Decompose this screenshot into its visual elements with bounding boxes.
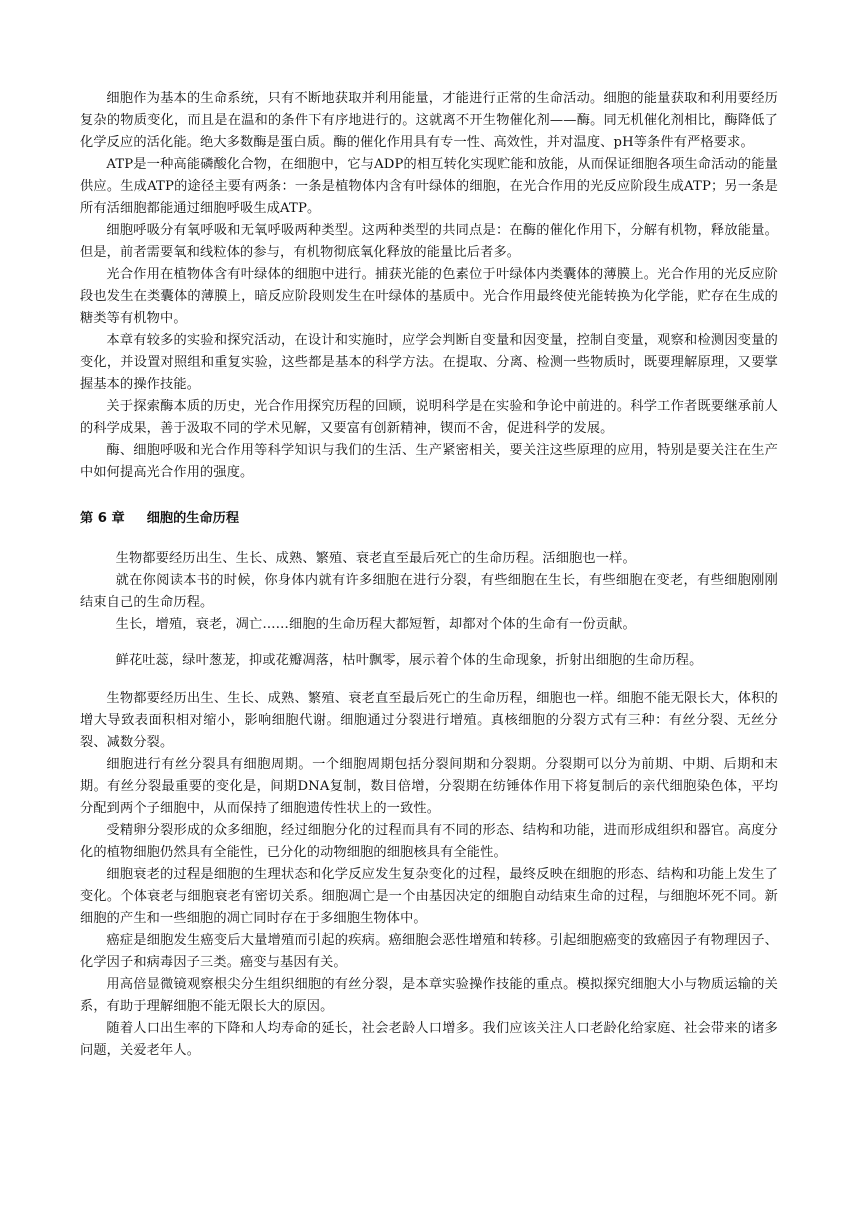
paragraph: 细胞进行有丝分裂具有细胞周期。一个细胞周期包括分裂间期和分裂期。分裂期可以分为前期、中期、后期和末期。有丝分裂最重要的变化是，间期DNA复制，数目倍增，分裂期在纺锤体作用下将复制后的亲代细胞染色体，平均分配到两个子细胞中，从而保持了细胞遗传性状上的一致性。 bbox=[80, 757, 778, 816]
intro-poem: 鲜花吐蕊，绿叶葱茏，抑或花瓣凋落，枯叶飘零，展示着个体的生命现象，折射出细胞的生命历程。 bbox=[115, 653, 703, 668]
paragraph: 用高倍显微镜观察根尖分生组织细胞的有丝分裂，是本章实验操作技能的重点。模拟探究细胞大小与物质运输的关系，有助于理解细胞不能无限长大的原因。 bbox=[80, 977, 778, 1014]
paragraph: ATP是一种高能磷酸化合物，在细胞中，它与ADP的相互转化实现贮能和放能，从而保证细胞各项生命活动的能量供应。生成ATP的途径主要有两条：一条是植物体内含有叶绿体的细胞，在光合作用的光反应阶段生成ATP；另一条是所有活细胞都能通过细胞呼吸生成ATP。 bbox=[80, 157, 778, 216]
paragraph: 随着人口出生率的下降和人均寿命的延长，社会老龄人口增多。我们应该关注人口老龄化给家庭、社会带来的诸多问题，关爱老年人。 bbox=[80, 1021, 778, 1058]
paragraph: 生物都要经历出生、生长、成熟、繁殖、衰老直至最后死亡的生命历程，细胞也一样。细胞不能无限长大，体积的增大导致表面积相对缩小，影响细胞代谢。细胞通过分裂进行增殖。真核细胞的分裂方式有三种：有丝分裂、无丝分裂、减数分裂。 bbox=[80, 691, 778, 750]
paragraph: 癌症是细胞发生癌变后大量增殖而引起的疾病。癌细胞会恶性增殖和转移。引起细胞癌变的致癌因子有物理因子、化学因子和病毒因子三类。癌变与基因有关。 bbox=[80, 933, 778, 970]
chapter-title: 细胞的生命历程 bbox=[146, 511, 240, 526]
intro-line: 生长，增殖，衰老，凋亡……细胞的生命历程大都短暂，却都对个体的生命有一份贡献。 bbox=[115, 617, 636, 632]
intro-line: 就在你阅读本书的时候，你身体内就有许多细胞在进行分裂，有些细胞在生长，有些细胞在变老，有些细胞刚刚结束自己的生命历程。 bbox=[80, 573, 778, 610]
document-page bbox=[80, 88, 778, 1062]
chapter-heading bbox=[80, 508, 778, 530]
paragraph: 本章有较多的实验和探究活动，在设计和实施时，应学会判断自变量和因变量，控制自变量，观察和检测因变量的变化，并设置对照组和重复实验，这些都是基本的科学方法。在提取、分离、检测一些物质时，既要理解原理，又要掌握基本的操作技能。 bbox=[80, 333, 778, 392]
paragraph: 受精卵分裂形成的众多细胞，经过细胞分化的过程而具有不同的形态、结构和功能，进而形成组织和器官。高度分化的植物细胞仍然具有全能性，已分化的动物细胞的细胞核具有全能性。 bbox=[80, 823, 778, 860]
intro-line: 生物都要经历出生、生长、成熟、繁殖、衰老直至最后死亡的生命历程。活细胞也一样。 bbox=[115, 551, 636, 566]
paragraph: 细胞衰老的过程是细胞的生理状态和化学反应发生复杂变化的过程，最终反映在细胞的形态、结构和功能上发生了变化。个体衰老与细胞衰老有密切关系。细胞凋亡是一个由基因决定的细胞自动结束生命的过程，与细胞坏死不同。新细胞的产生和一些细胞的凋亡同时存在于多细胞生物体中。 bbox=[80, 867, 778, 926]
paragraph: 细胞呼吸分有氧呼吸和无氧呼吸两种类型。这两种类型的共同点是：在酶的催化作用下，分解有机物，释放能量。但是，前者需要氧和线粒体的参与，有机物彻底氧化释放的能量比后者多。 bbox=[80, 223, 778, 260]
paragraph: 细胞作为基本的生命系统，只有不断地获取并利用能量，才能进行正常的生命活动。细胞的能量获取和利用要经历复杂的物质变化，而且是在温和的条件下有序地进行的。这就离不开生物催化剂——酶。同无机催化剂相比，酶降低了化学反应的活化能。绝大多数酶是蛋白质。酶的催化作用具有专一性、高效性，并对温度、pH等条件有严格要求。 bbox=[80, 91, 778, 150]
chapter-5-summary bbox=[80, 88, 778, 484]
paragraph: 酶、细胞呼吸和光合作用等科学知识与我们的生活、生产紧密相关，要关注这些原理的应用，特别是要关注在生产中如何提高光合作用的强度。 bbox=[80, 443, 778, 480]
chapter-6-summary bbox=[80, 688, 778, 1062]
paragraph: 关于探索酶本质的历史，光合作用探究历程的回顾，说明科学是在实验和争论中前进的。科学工作者既要继承前人的科学成果，善于汲取不同的学术见解，又要富有创新精神，锲而不舍，促进科学的发展。 bbox=[80, 399, 778, 436]
chapter-intro bbox=[80, 548, 778, 688]
chapter-number: 第 6 章 bbox=[80, 511, 125, 526]
paragraph: 光合作用在植物体含有叶绿体的细胞中进行。捕获光能的色素位于叶绿体内类囊体的薄膜上。光合作用的光反应阶段也发生在类囊体的薄膜上，暗反应阶段则发生在叶绿体的基质中。光合作用最终使光能转换为化学能，贮存在生成的糖类等有机物中。 bbox=[80, 267, 778, 326]
